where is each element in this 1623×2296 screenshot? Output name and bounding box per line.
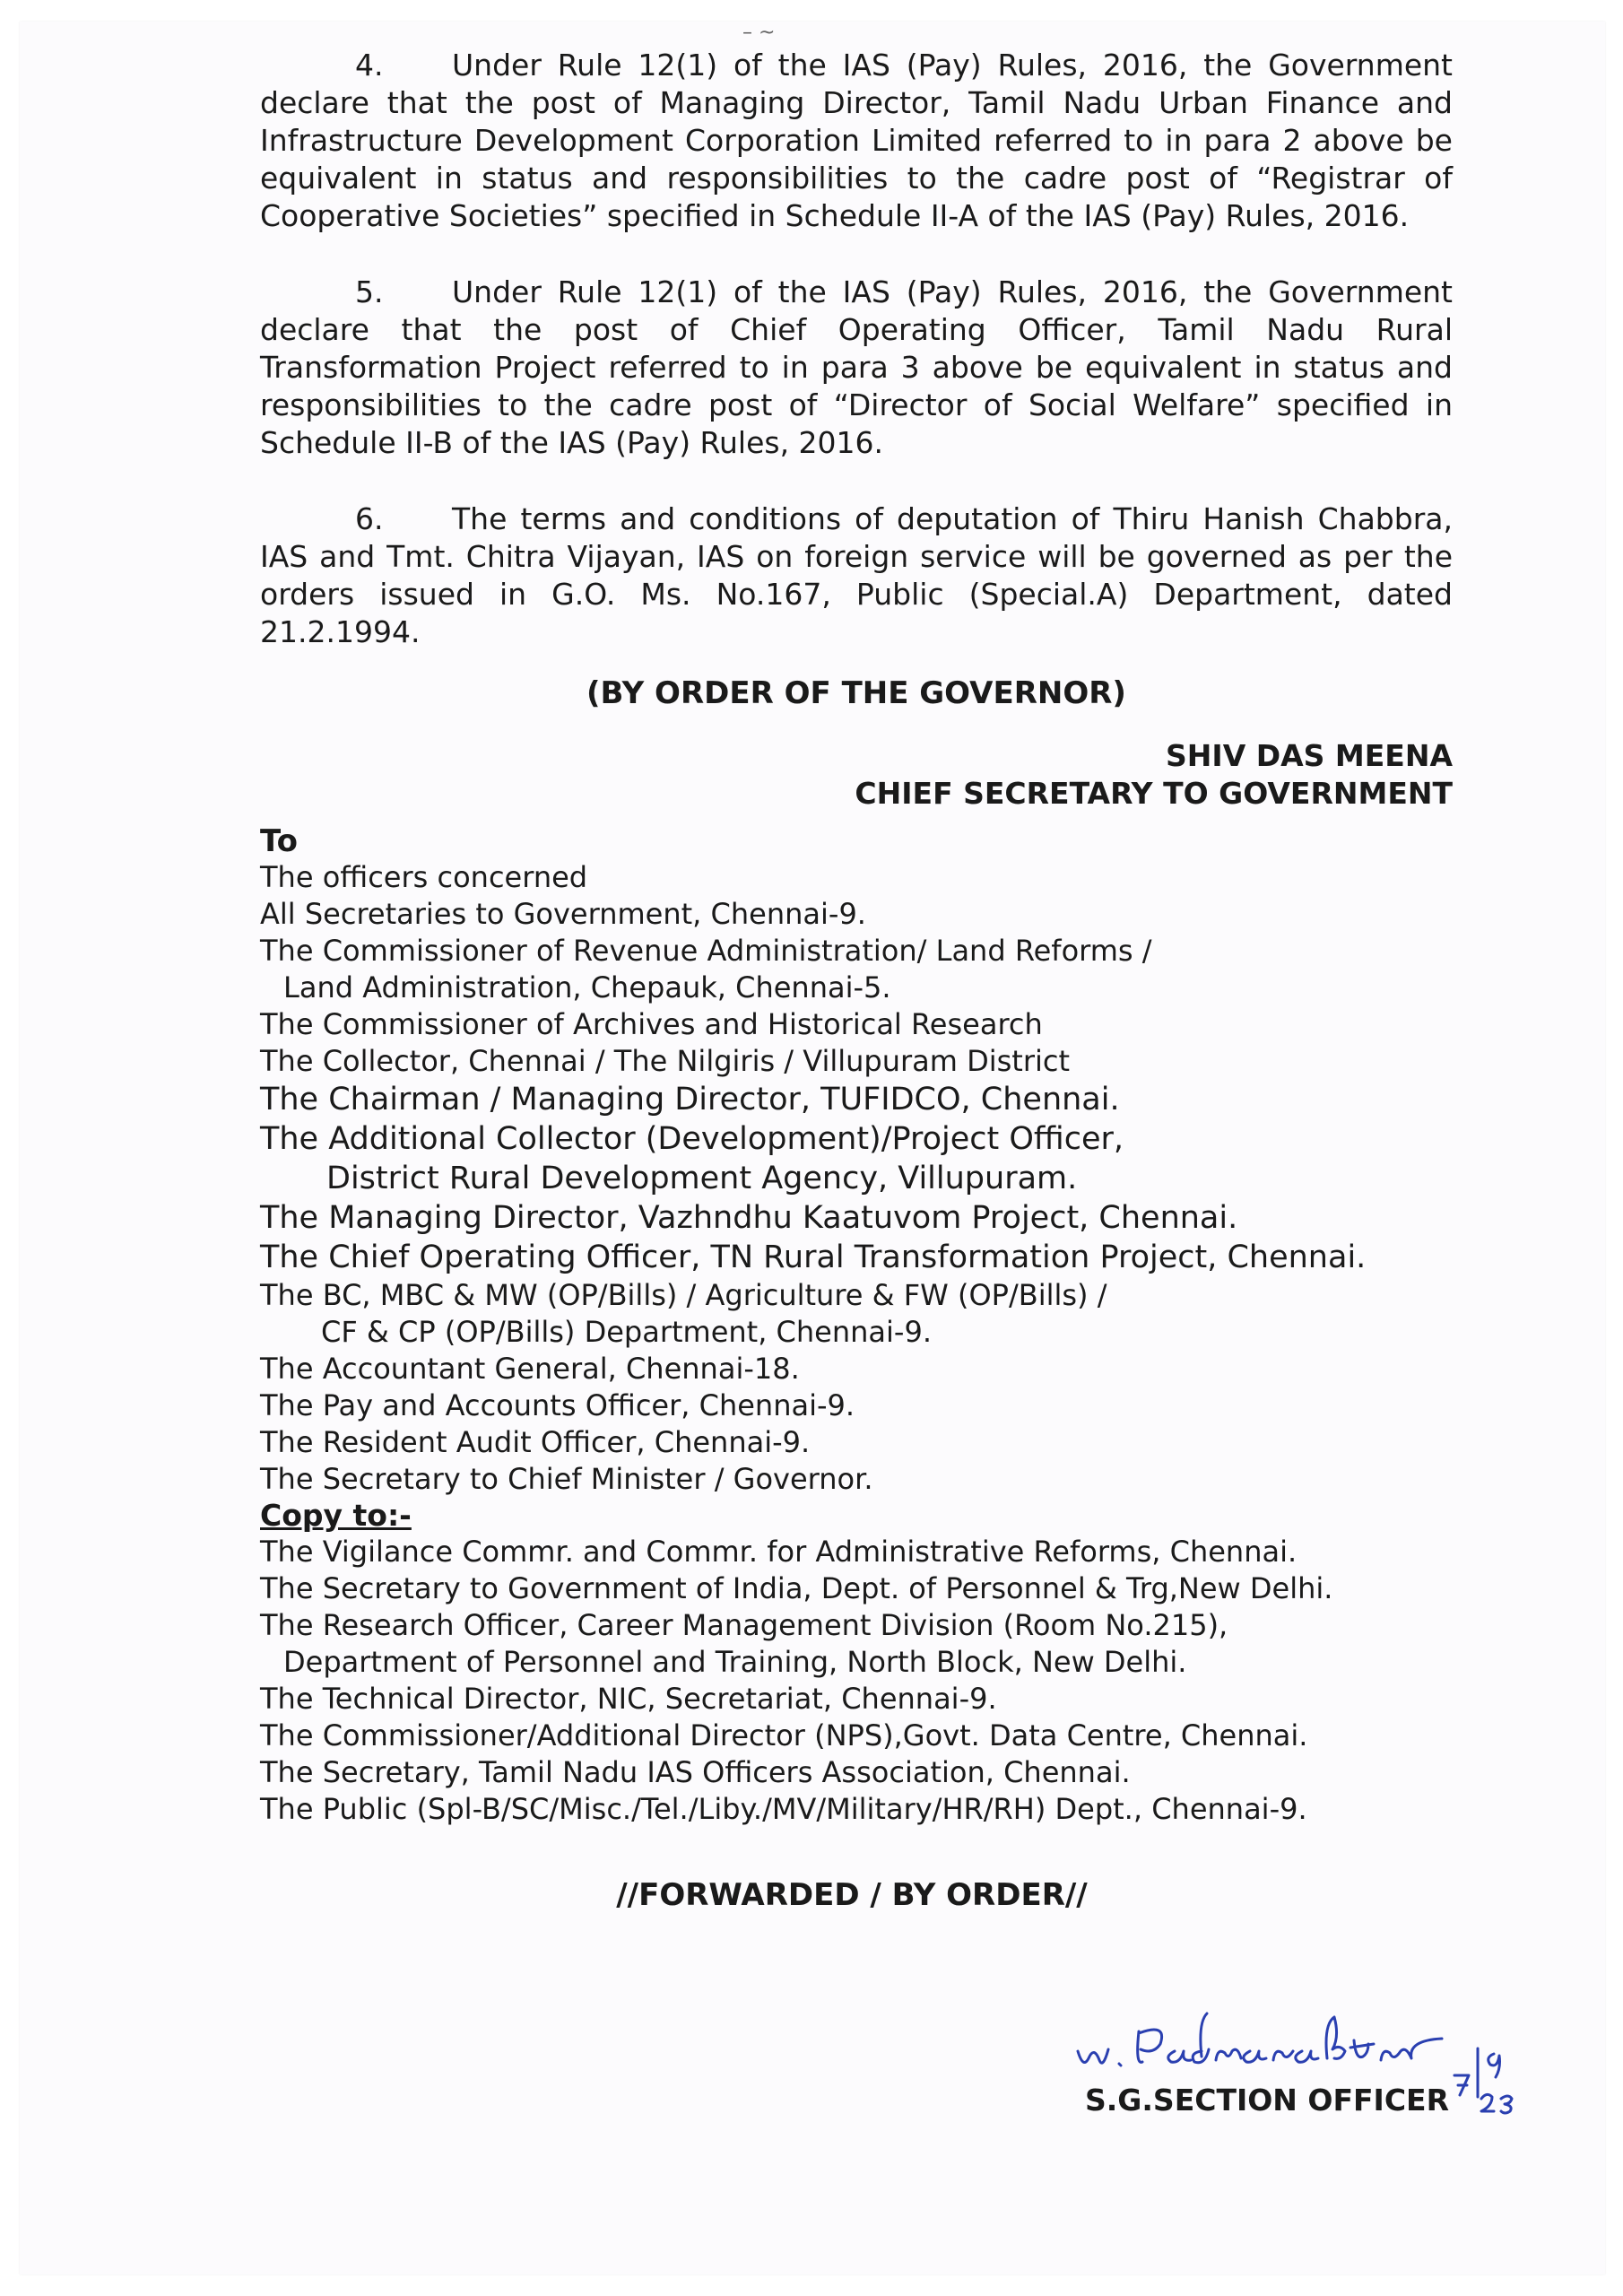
paragraph-4 [260, 47, 1453, 235]
copy-list [260, 1534, 1453, 1828]
list-item: The officers concerned [260, 860, 588, 894]
list-item: The Public (Spl-B/SC/Misc./Tel./Liby./MV/Military/HR/RH) Dept., Chennai-9. [260, 1792, 1307, 1826]
list-item: The Accountant General, Chennai-18. [260, 1352, 800, 1386]
paragraph-text: Under Rule 12(1) of the IAS (Pay) Rules, 2016, the Government declare that the post of Chief Operating Officer, Tamil Nadu Rural Transformation Project referred to in para 3 above be equivalent in status and responsibilities to the cadre post of “Director of Social Welfare” specified in Schedule II-B of the IAS (Pay) Rules, 2016. [260, 274, 1453, 460]
list-item: The BC, MBC & MW (OP/Bills) / Agriculture & FW (OP/Bills) / [260, 1278, 1107, 1312]
list-item: The Commissioner/Additional Director (NPS),Govt. Data Centre, Chennai. [260, 1718, 1308, 1752]
signatory-title: CHIEF SECRETARY TO GOVERNMENT [855, 776, 1453, 811]
list-item: The Research Officer, Career Management Division (Room No.215), [260, 1608, 1228, 1642]
list-item: The Commissioner of Revenue Administration/ Land Reforms / [260, 934, 1152, 968]
handwritten-date [1451, 2045, 1532, 2117]
copy-to-label: Copy to:- [260, 1498, 412, 1533]
list-item: The Secretary to Chief Minister / Governor. [260, 1462, 873, 1496]
list-item: The Chairman / Managing Director, TUFIDCO, Chennai. [260, 1082, 1120, 1118]
top-mark: – ~ [742, 22, 776, 44]
paragraph-6 [260, 500, 1453, 651]
paragraph-number: 5. [355, 274, 384, 309]
section-officer-title: S.G.SECTION OFFICER [1085, 2083, 1449, 2118]
signatory-name: SHIV DAS MEENA [1166, 738, 1453, 773]
paragraph-text: Under Rule 12(1) of the IAS (Pay) Rules, 2016, the Government declare that the post of Managing Director, Tamil Nadu Urban Finance and Infrastructure Development Corporation Limited referred to in para 2 above be equivalent in status and responsibilities to the cadre post of “Registrar of Cooperative Societies” specified in Schedule II-A of the IAS (Pay) Rules, 2016. [260, 48, 1453, 233]
paragraph-5 [260, 274, 1453, 462]
list-item: The Collector, Chennai / The Nilgiris / Villupuram District [260, 1044, 1071, 1078]
paragraph-number: 6. [355, 501, 384, 536]
forwarded-line: //FORWARDED / BY ORDER// [616, 1877, 1088, 1913]
list-item: The Chief Operating Officer, TN Rural Transformation Project, Chennai. [260, 1239, 1367, 1275]
list-item: The Vigilance Commr. and Commr. for Administrative Reforms, Chennai. [260, 1535, 1298, 1569]
order-heading: (BY ORDER OF THE GOVERNOR) [586, 675, 1126, 711]
list-item: The Commissioner of Archives and Historical Research [260, 1007, 1043, 1041]
to-list [260, 859, 1453, 1498]
list-item: Department of Personnel and Training, North Block, New Delhi. [283, 1645, 1187, 1679]
list-item: The Additional Collector (Development)/Project Officer, [260, 1121, 1124, 1157]
list-item: The Resident Audit Officer, Chennai-9. [260, 1425, 811, 1459]
list-item: The Secretary to Government of India, Dept. of Personnel & Trg,New Delhi. [260, 1571, 1333, 1605]
list-item: The Secretary, Tamil Nadu IAS Officers Association, Chennai. [260, 1755, 1131, 1789]
list-item: District Rural Development Agency, Villupuram. [326, 1161, 1078, 1196]
handwritten-signature [1067, 2005, 1462, 2085]
list-item: Land Administration, Chepauk, Chennai-5. [283, 970, 891, 1004]
document-body [260, 47, 1453, 1914]
paragraph-number: 4. [355, 48, 384, 83]
list-item: The Managing Director, Vazhndhu Kaatuvom Project, Chennai. [260, 1200, 1238, 1236]
list-item: The Technical Director, NIC, Secretariat, Chennai-9. [260, 1682, 997, 1716]
paragraph-text: The terms and conditions of deputation of Thiru Hanish Chabbra, IAS and Tmt. Chitra Vijayan, IAS on foreign service will be governed as per the orders issued in G.O. Ms. No.167, Public (Special.A) Department, dated 21.2.1994. [260, 501, 1453, 649]
list-item: The Pay and Accounts Officer, Chennai-9. [260, 1388, 855, 1422]
list-item: All Secretaries to Government, Chennai-9. [260, 897, 866, 931]
to-label: To [260, 823, 299, 859]
list-item: CF & CP (OP/Bills) Department, Chennai-9. [321, 1315, 932, 1349]
